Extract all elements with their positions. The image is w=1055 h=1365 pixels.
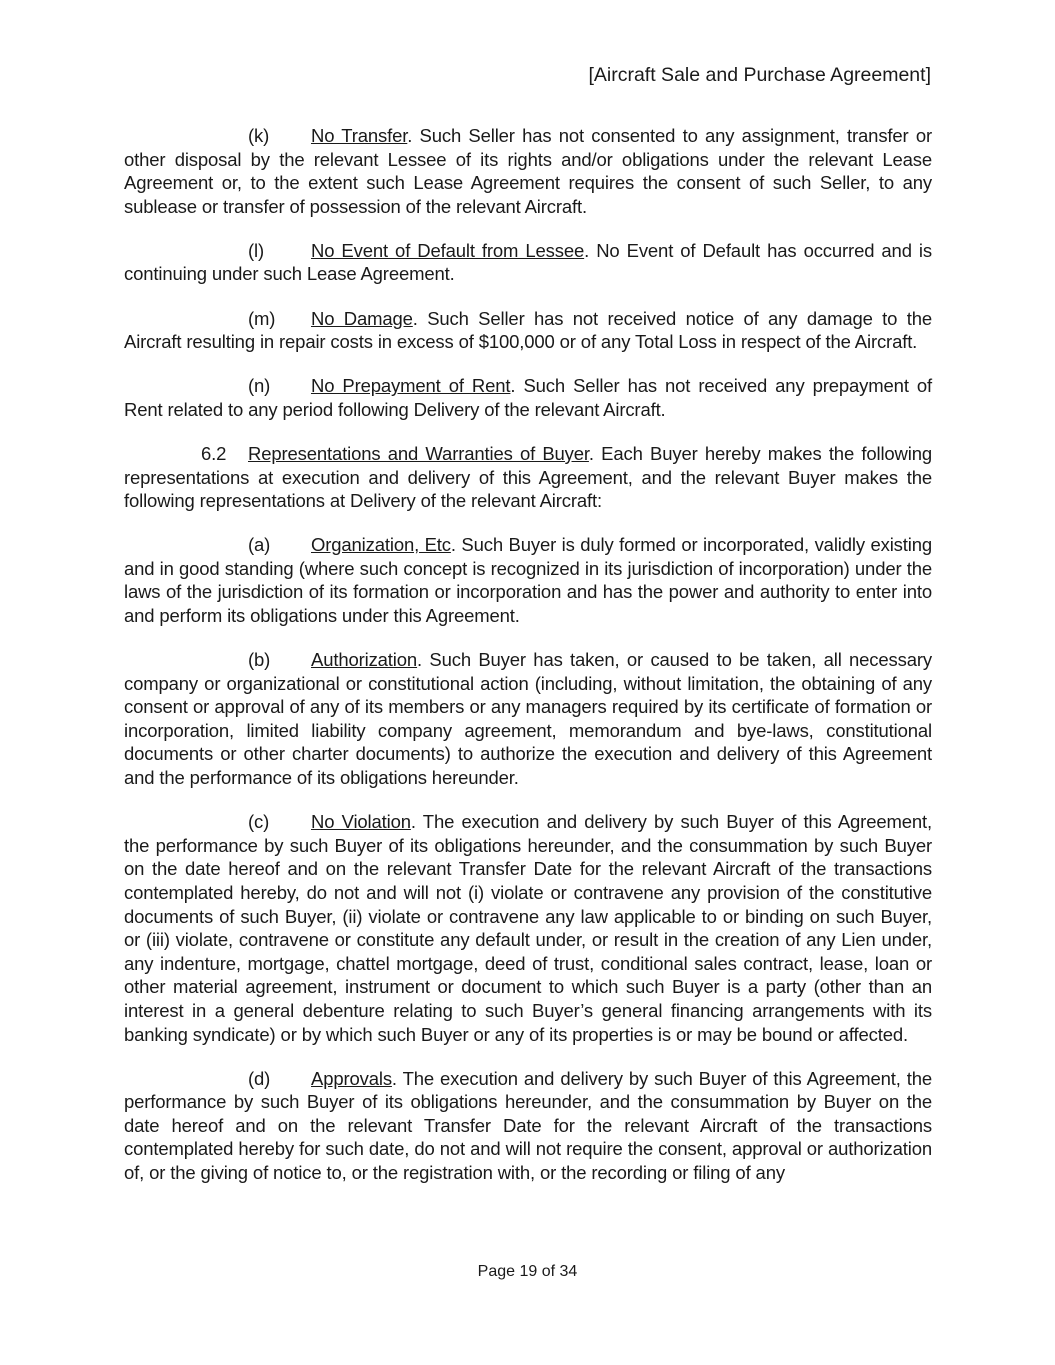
clause-n — [124, 374, 932, 421]
section-text: . Each Buyer hereby makes the following representations at execution and delivery of this Agreement, and the relevant Buyer makes the following representations at Delivery of the relevant Aircraft: — [124, 442, 932, 512]
clause-text: . The execution and delivery by such Buyer of this Agreement, the performance by such Buyer of its obligations hereunder, and the consummation by such Buyer on the date hereof and on the relevant Transfer Date for the relevant Aircraft of the transactions contemplated hereby, do not and will not (i) violate or contravene any provision of the constitutive documents of such Buyer, (ii) violate or contravene any law applicable to or binding on such Buyer, or (iii) violate, contravene or constitute any default under, or result in the creation of any Lien under, any indenture, mortgage, chattel mortgage, deed of trust, conditional sales contract, lease, loan or other material agreement, instrument or document to which such Buyer is a party (other than an interest in a general debenture relating to such Buyer’s general financing arrangements with its banking syndicate) or by which such Buyer or any of its properties is or may be bound or affected. — [124, 811, 932, 1045]
clause-heading: No Damage — [311, 307, 413, 329]
clause-heading: No Violation — [311, 811, 411, 833]
document-body — [124, 124, 932, 1205]
clause-text: . The execution and delivery by such Buyer of this Agreement, the performance by such Buyer of its obligations hereunder, and the consummation by Buyer on the date hereof and on the relevant Transfer Date for the relevant Aircraft of the transactions contemplated hereby for such date, do not and will not require the consent, approval or authorization of, or the giving of notice to, or the registration with, or the recording or filing of any — [124, 1067, 932, 1183]
clause-text: . Such Buyer has taken, or caused to be taken, all necessary company or organizational or constitutional action (including, without limitation, the obtaining of any consent or approval of any of its members or any managers required by its certificate of formation or incorporation, limited liability company agreement, memorandum and bye-laws, constitutional documents or other charter documents) to authorize the execution and delivery of this Agreement and the performance of its obligations hereunder. — [124, 649, 932, 789]
clause-marker: (b) — [248, 649, 271, 671]
clause-marker: (l) — [248, 239, 264, 261]
clause-heading: Organization, Etc — [311, 534, 451, 556]
clause-marker: (d) — [248, 1067, 271, 1089]
clause-text: . Such Buyer is duly formed or incorporated, validly existing and in good standing (where such concept is recognized in its jurisdiction of incorporation) under the laws of the jurisdiction of its formation or incorporation and has the power and authority to enter into and perform its obligations under this Agreement. — [124, 534, 933, 626]
clause-b — [124, 648, 932, 790]
clause-text: . Such Seller has not received any prepayment of Rent related to any period following Delivery of the relevant Aircraft. — [124, 375, 933, 420]
running-header: [Aircraft Sale and Purchase Agreement] — [588, 64, 931, 86]
section-number: 6.2 — [201, 442, 227, 464]
section-6-2 — [124, 442, 932, 513]
clause-heading: Approvals — [311, 1067, 392, 1089]
clause-text: . No Event of Default has occurred and is continuing under such Lease Agreement. — [124, 239, 932, 285]
clause-text: . Such Seller has not received notice of any damage to the Aircraft resulting in repair costs in excess of $100,000 or of any Total Loss in respect of the Aircraft. — [124, 307, 932, 353]
clause-marker: (n) — [248, 375, 271, 397]
clause-heading: No Transfer — [311, 125, 408, 146]
section-heading: Representations and Warranties of Buyer — [248, 442, 589, 464]
clause-text: . Such Seller has not consented to any assignment, transfer or other disposal by the relevant Lessee of its rights and/or obligations under the relevant Lease Agreement or, to the extent such Lease Agreement requires the consent of such Seller, to any sublease or transfer of possession of the relevant Aircraft. — [124, 125, 932, 217]
clause-marker: (m) — [248, 307, 276, 329]
clause-heading: No Prepayment of Rent — [311, 375, 511, 397]
clause-a — [124, 533, 932, 627]
clause-marker: (c) — [248, 811, 270, 833]
clause-d — [124, 1067, 932, 1185]
clause-k — [124, 124, 932, 218]
clause-l — [124, 239, 932, 286]
clause-c — [124, 810, 932, 1046]
clause-heading: No Event of Default from Lessee — [311, 239, 585, 261]
clause-m — [124, 307, 932, 354]
page-number: Page 19 of 34 — [477, 1263, 578, 1280]
clause-heading: Authorization — [311, 649, 418, 671]
clause-marker: (a) — [248, 534, 271, 556]
clause-marker: (k) — [248, 125, 270, 146]
